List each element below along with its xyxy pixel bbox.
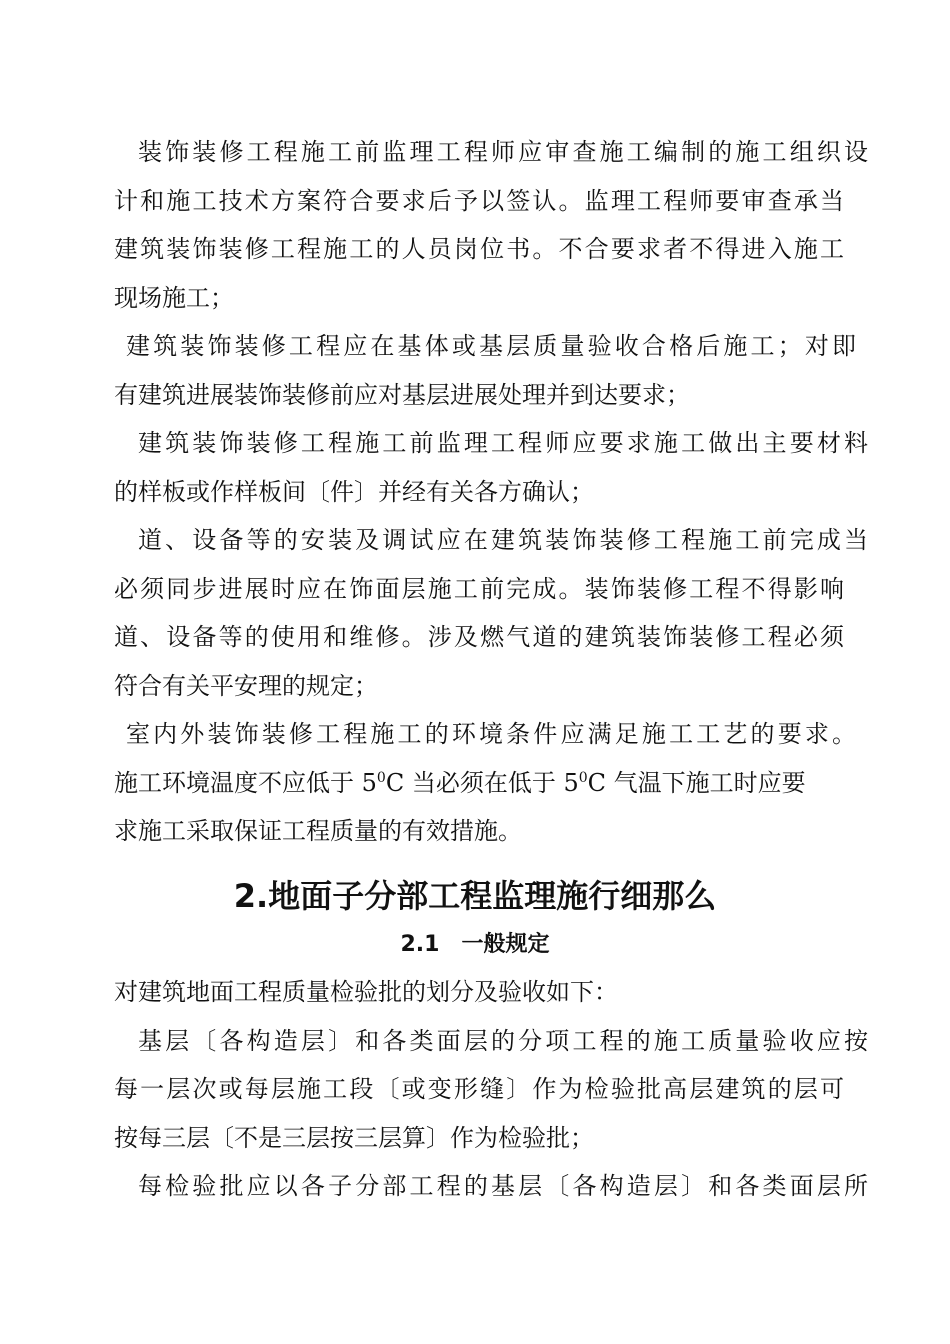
temp-superscript-1: 0 xyxy=(376,770,386,786)
paragraph-line: 计和施工技术方案符合要求后予以签认。监理工程师要审查承当 xyxy=(114,187,844,215)
paragraph-line-last: 求施工采取保证工程质量的有效措施。 xyxy=(114,817,522,845)
subsection-title: 2.1 一般规定 xyxy=(400,932,550,957)
paragraph-line: 建筑装饰装修工程应在基体或基层质量验收合格后施工；对即 xyxy=(126,332,856,360)
paragraph-line: 建筑装饰装修工程施工前监理工程师应要求施工做出主要材料 xyxy=(138,429,868,457)
paragraph-line: 道、设备等的安装及调试应在建筑装饰装修工程施工前完成当 xyxy=(138,526,868,554)
paragraph-line: 室内外装饰装修工程施工的环境条件应满足施工工艺的要求。 xyxy=(126,720,856,748)
paragraph-line: 每一层次或每层施工段〔或变形缝〕作为检验批高层建筑的层可 xyxy=(114,1075,844,1103)
temp-text-a: 施工环境温度不应低于 5 xyxy=(114,769,377,797)
paragraph-line: 按每三层〔不是三层按三层算〕作为检验批； xyxy=(114,1124,594,1152)
paragraph-line: 必须同步进展时应在饰面层施工前完成。装饰装修工程不得影响 xyxy=(114,575,844,603)
paragraph-line: 道、设备等的使用和维修。涉及燃气道的建筑装饰装修工程必须 xyxy=(114,623,844,651)
temp-text-b: C 当必须在低于 5 xyxy=(385,769,579,797)
paragraph-line: 基层〔各构造层〕和各类面层的分项工程的施工质量验收应按 xyxy=(138,1027,868,1055)
paragraph-line: 的样板或作样板间〔件〕并经有关各方确认； xyxy=(114,478,594,506)
paragraph-line: 对建筑地面工程质量检验批的划分及验收如下： xyxy=(114,978,618,1006)
temp-superscript-2: 0 xyxy=(578,770,588,786)
paragraph-line: 装饰装修工程施工前监理工程师应审查施工编制的施工组织设 xyxy=(138,138,868,166)
section-title: 2.地面子分部工程监理施行细那么 xyxy=(233,877,717,915)
temp-text-c: C 气温下施工时应要 xyxy=(587,769,806,797)
paragraph-line: 每检验批应以各子分部工程的基层〔各构造层〕和各类面层所 xyxy=(138,1172,868,1200)
paragraph-line: 现场施工； xyxy=(114,284,234,312)
paragraph-line: 建筑装饰装修工程施工的人员岗位书。不合要求者不得进入施工 xyxy=(114,235,844,263)
temperature-line xyxy=(114,759,844,807)
paragraph-line: 有建筑进展装饰装修前应对基层进展处理并到达要求； xyxy=(114,381,690,409)
paragraph-line: 符合有关平安理的规定； xyxy=(114,672,378,700)
